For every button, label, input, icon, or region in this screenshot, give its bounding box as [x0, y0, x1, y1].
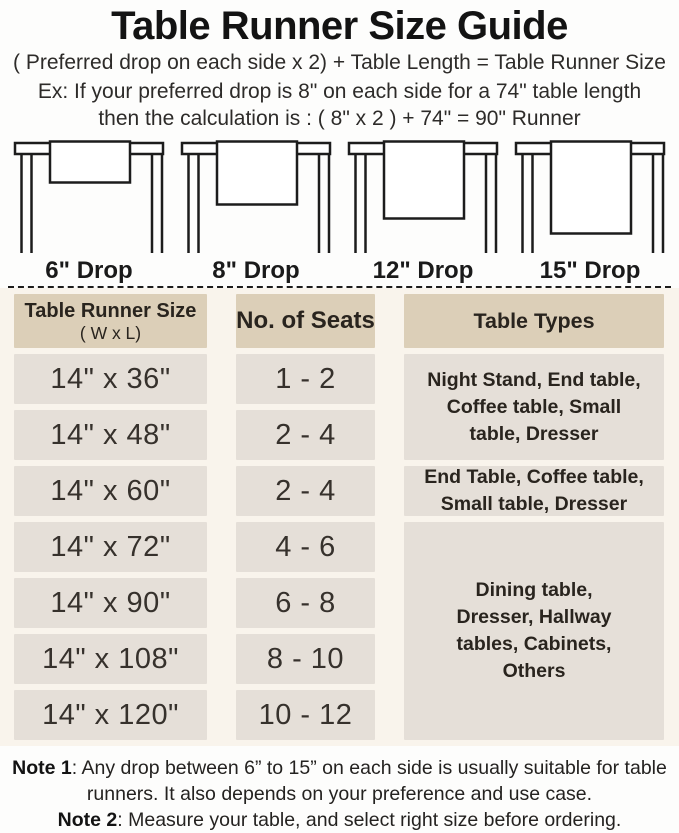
note-1-label: Note 1: [12, 757, 72, 779]
column-header-runner-size-subtitle: ( W x L): [79, 322, 142, 343]
runner-icon: [50, 142, 130, 183]
table-runner-diagram-6in: [13, 140, 165, 256]
runner-size-cell: 14" x 90": [14, 578, 207, 628]
table-types-cell-medium-tables: End Table, Coffee table, Small table, Dresser: [404, 466, 664, 516]
column-header-runner-size: [14, 294, 207, 348]
notes-section: [0, 746, 679, 833]
seats-cell: 6 - 8: [236, 578, 375, 628]
column-header-table-types: Table Types: [404, 294, 664, 348]
seats-cell: 10 - 12: [236, 690, 375, 740]
runner-icon: [217, 142, 297, 205]
runner-size-cell: 14" x 60": [14, 466, 207, 516]
drop-label-6in: 6" Drop: [45, 257, 133, 284]
runner-size-cell: 14" x 120": [14, 690, 207, 740]
drop-illustrations: [0, 132, 679, 256]
note-2: [2, 807, 677, 833]
note-1-text: : Any drop between 6” to 15” on each side is usually suitable for table runners. It also depends on your preference and use case.: [71, 757, 667, 805]
size-guide-table-section: [0, 288, 679, 746]
seats-cell: 2 - 4: [236, 410, 375, 460]
table-runner-diagram-8in: [180, 140, 332, 256]
header-section: [0, 0, 679, 132]
runner-size-cell: 14" x 108": [14, 634, 207, 684]
formula-rule: ( Preferred drop on each side x 2) + Table Length = Table Runner Size: [13, 51, 666, 74]
drop-label-15in: 15" Drop: [539, 257, 641, 284]
seats-cell: 8 - 10: [236, 634, 375, 684]
drop-labels-row: [0, 256, 679, 286]
seats-cell: 2 - 4: [236, 466, 375, 516]
runner-size-cell: 14" x 48": [14, 410, 207, 460]
drop-label-12in: 12" Drop: [372, 257, 474, 284]
runner-size-cell: 14" x 36": [14, 354, 207, 404]
table-types-cell-large-tables: Dining table, Dresser, Hallway tables, Cabinets, Others: [404, 522, 664, 740]
table-runner-diagram-12in: [347, 140, 499, 256]
formula-example-line2: then the calculation is : ( 8" x 2 ) + 74" = 90" Runner: [98, 107, 581, 130]
table-types-cell-small-tables: Night Stand, End table, Coffee table, Small table, Dresser: [404, 354, 664, 460]
size-guide-table: [14, 294, 664, 740]
formula-example-line1: Ex: If your preferred drop is 8" on each side for a 74" table length: [37, 80, 642, 103]
seats-cell: 4 - 6: [236, 522, 375, 572]
column-header-runner-size-title: Table Runner Size: [24, 299, 197, 322]
note-1: [2, 755, 677, 807]
note-2-label: Note 2: [57, 809, 118, 831]
runner-icon: [551, 142, 631, 234]
page-title: Table Runner Size Guide: [111, 4, 568, 48]
runner-size-cell: 14" x 72": [14, 522, 207, 572]
table-runner-diagram-15in: [514, 140, 666, 256]
runner-icon: [384, 142, 464, 219]
column-header-seats: No. of Seats: [236, 294, 375, 348]
drop-label-8in: 8" Drop: [212, 257, 300, 284]
seats-cell: 1 - 2: [236, 354, 375, 404]
note-2-text: : Measure your table, and select right size before ordering.: [117, 809, 622, 831]
